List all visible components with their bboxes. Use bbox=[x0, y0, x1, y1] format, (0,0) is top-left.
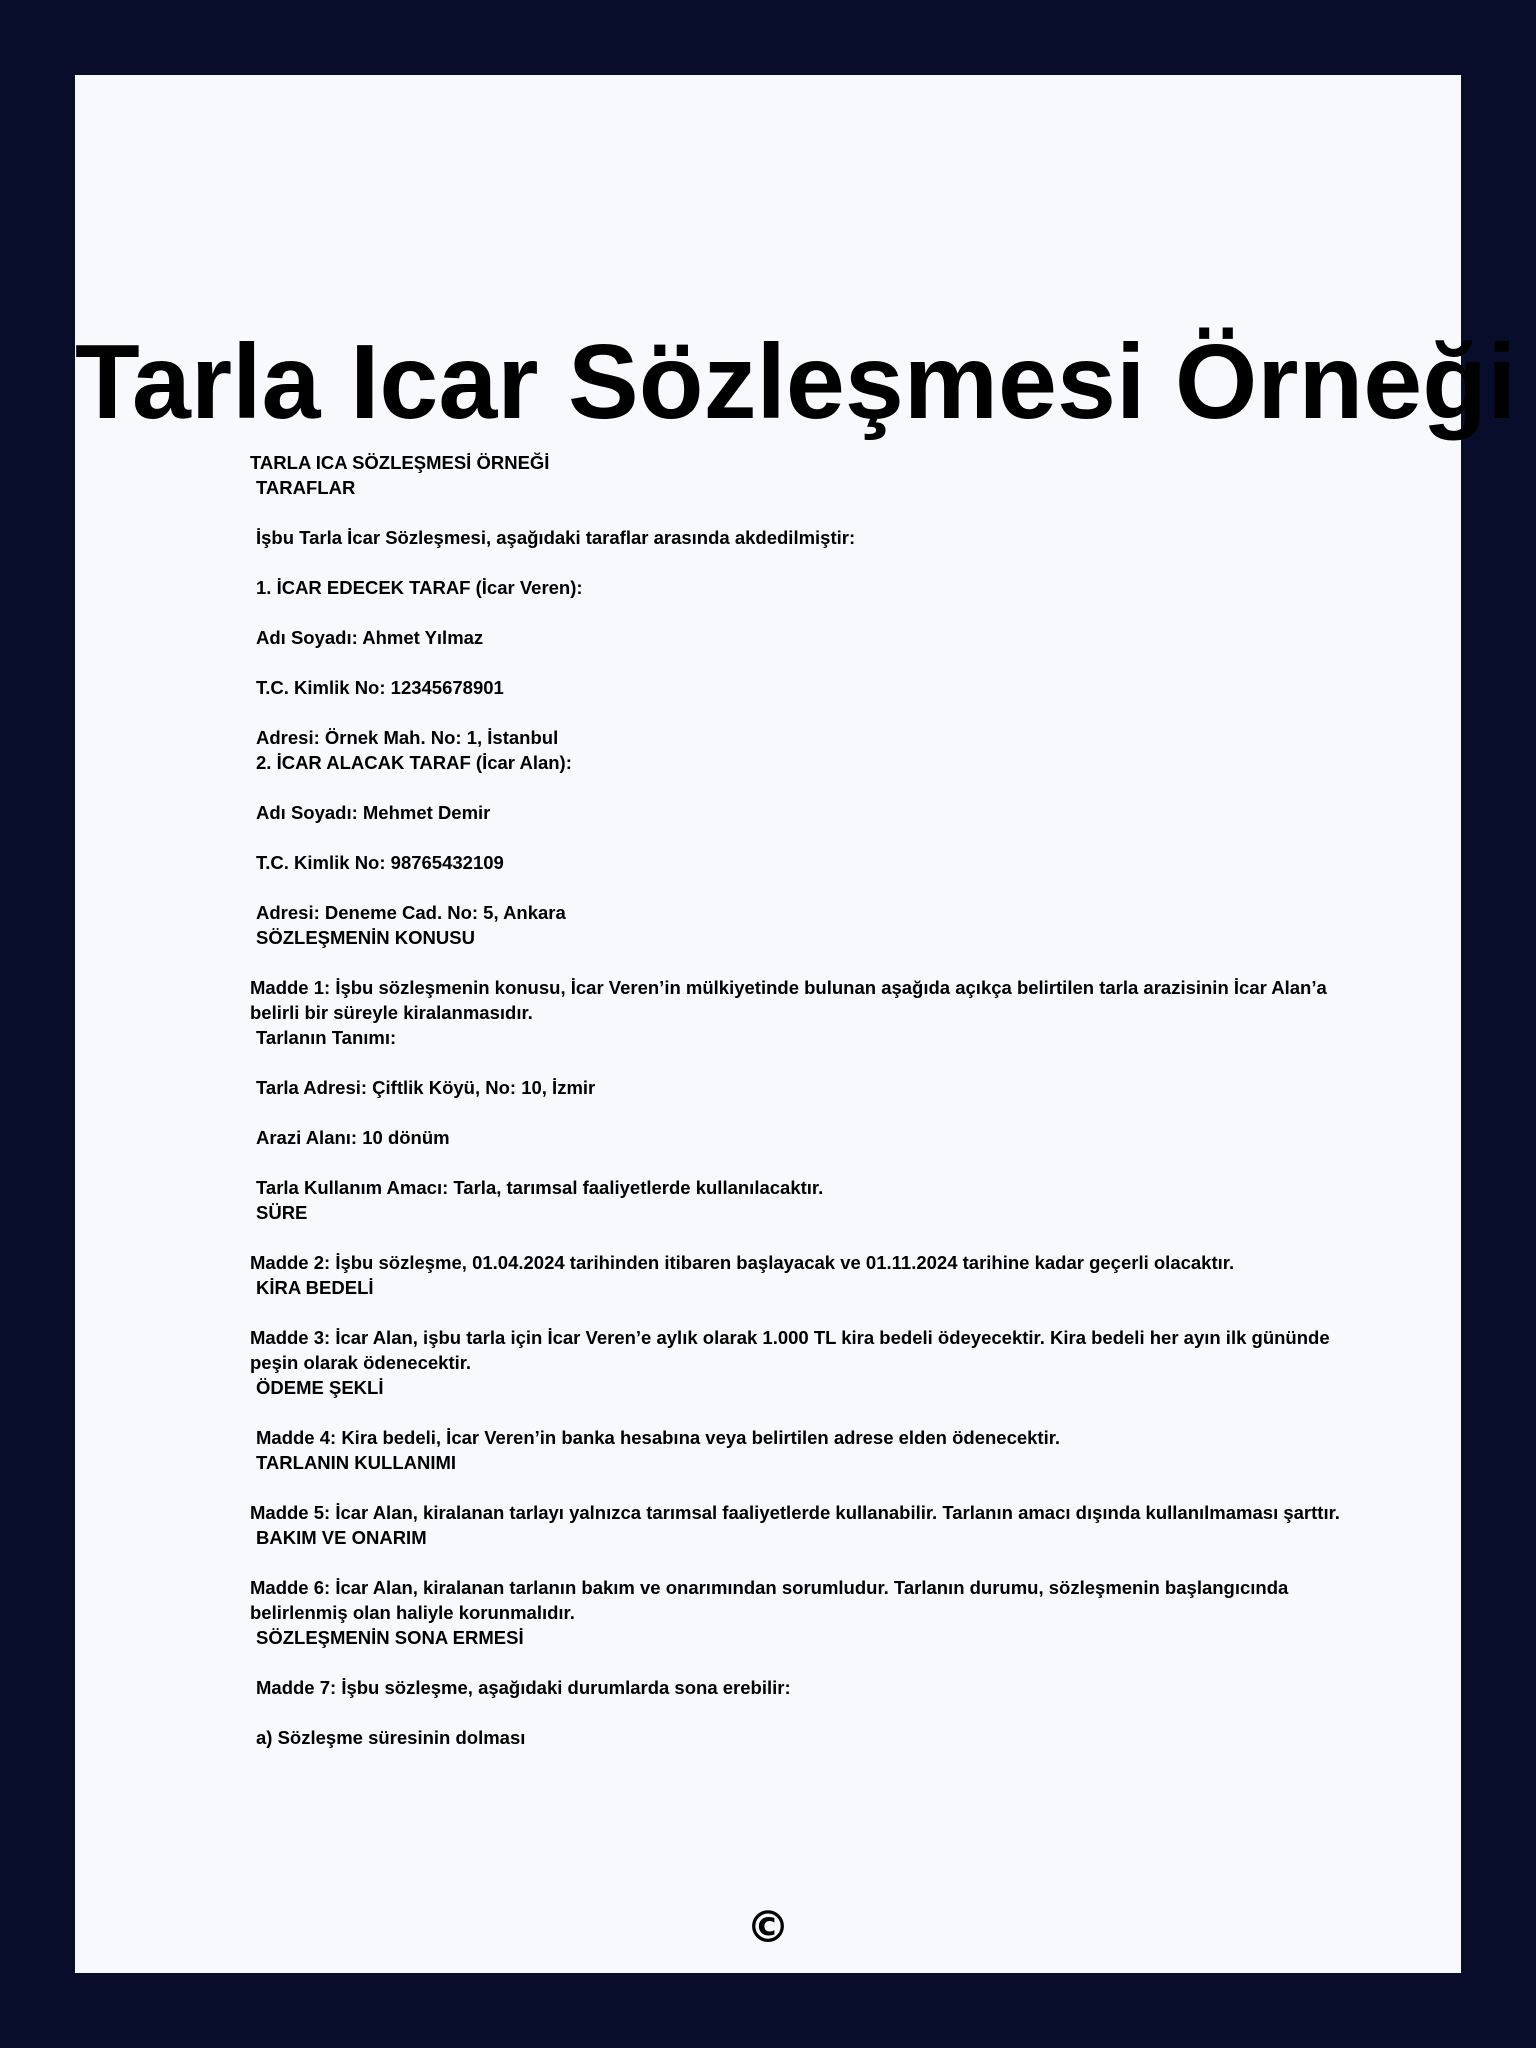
blank-line bbox=[250, 1225, 1350, 1250]
party-2-heading: 2. İCAR ALACAK TARAF (İcar Alan): bbox=[256, 752, 572, 773]
section-heading-taraflar: TARAFLAR bbox=[256, 477, 356, 498]
article-1: Madde 1: İşbu sözleşmenin konusu, İcar Veren’in mülkiyetinde bulunan aşağıda açıkça belirtilen tarla arazisinin İcar Alan’a belirli bir süreyle kiralanmasıdır. bbox=[250, 977, 1327, 1023]
blank-line bbox=[250, 950, 1350, 975]
article-2: Madde 2: İşbu sözleşme, 01.04.2024 tarihinden itibaren başlayacak ve 01.11.2024 tarihine kadar geçerli olacaktır. bbox=[250, 1252, 1235, 1273]
field-usage: Tarla Kullanım Amacı: Tarla, tarımsal faaliyetlerde kullanılacaktır. bbox=[256, 1177, 824, 1198]
section-heading-kira: KİRA BEDELİ bbox=[256, 1277, 374, 1298]
blank-line bbox=[250, 1400, 1350, 1425]
section-heading-bakim: BAKIM VE ONARIM bbox=[256, 1527, 427, 1548]
section-heading-kullanim: TARLANIN KULLANIMI bbox=[256, 1452, 457, 1473]
article-3: Madde 3: İcar Alan, işbu tarla için İcar Veren’e aylık olarak 1.000 TL kira bedeli ödeyecektir. Kira bedeli her ayın ilk gününde peşin olarak ödenecektir. bbox=[250, 1327, 1330, 1373]
party-1-name: Adı Soyadı: Ahmet Yılmaz bbox=[256, 627, 484, 648]
party-1-address: Adresi: Örnek Mah. No: 1, İstanbul bbox=[256, 727, 559, 748]
contract-heading: TARLA ICA SÖZLEŞMESİ ÖRNEĞİ bbox=[250, 452, 550, 473]
blank-line bbox=[250, 1150, 1350, 1175]
section-heading-sona-erme: SÖZLEŞMENİN SONA ERMESİ bbox=[256, 1627, 524, 1648]
blank-line bbox=[250, 1475, 1350, 1500]
blank-line bbox=[250, 650, 1350, 675]
party-2-id: T.C. Kimlik No: 98765432109 bbox=[256, 852, 504, 873]
blank-line bbox=[250, 1100, 1350, 1125]
blank-line bbox=[250, 1550, 1350, 1575]
blank-line bbox=[250, 1650, 1350, 1675]
section-heading-odeme: ÖDEME ŞEKLİ bbox=[256, 1377, 384, 1398]
field-address: Tarla Adresi: Çiftlik Köyü, No: 10, İzmir bbox=[256, 1077, 596, 1098]
blank-line bbox=[250, 500, 1350, 525]
section-heading-sure: SÜRE bbox=[256, 1202, 308, 1223]
document-page bbox=[75, 75, 1517, 1973]
article-7: Madde 7: İşbu sözleşme, aşağıdaki durumlarda sona erebilir: bbox=[256, 1677, 791, 1698]
party-1-id: T.C. Kimlik No: 12345678901 bbox=[256, 677, 504, 698]
blank-line bbox=[250, 700, 1350, 725]
article-7-item-a: a) Sözleşme süresinin dolması bbox=[256, 1727, 526, 1748]
blank-line bbox=[250, 1050, 1350, 1075]
contract-body bbox=[250, 450, 1350, 1750]
intro-paragraph: İşbu Tarla İcar Sözleşmesi, aşağıdaki taraflar arasında akdedilmiştir: bbox=[256, 527, 856, 548]
party-2-name: Adı Soyadı: Mehmet Demir bbox=[256, 802, 491, 823]
party-2-address: Adresi: Deneme Cad. No: 5, Ankara bbox=[256, 902, 566, 923]
section-heading-konu: SÖZLEŞMENİN KONUSU bbox=[256, 927, 475, 948]
document-title: Tarla Icar Sözleşmesi Örneği bbox=[75, 323, 1517, 441]
blank-line bbox=[250, 550, 1350, 575]
blank-line bbox=[250, 600, 1350, 625]
field-description-heading: Tarlanın Tanımı: bbox=[256, 1027, 397, 1048]
article-4: Madde 4: Kira bedeli, İcar Veren’in banka hesabına veya belirtilen adrese elden ödenecektir. bbox=[256, 1427, 1061, 1448]
copyright-icon: © bbox=[746, 1902, 790, 1953]
blank-line bbox=[250, 1300, 1350, 1325]
article-6: Madde 6: İcar Alan, kiralanan tarlanın bakım ve onarımından sorumludur. Tarlanın durumu, sözleşmenin başlangıcında belirlenmiş olan haliyle korunmalıdır. bbox=[250, 1577, 1289, 1623]
blank-line bbox=[250, 825, 1350, 850]
blank-line bbox=[250, 1700, 1350, 1725]
party-1-heading: 1. İCAR EDECEK TARAF (İcar Veren): bbox=[256, 577, 583, 598]
blank-line bbox=[250, 775, 1350, 800]
blank-line bbox=[250, 875, 1350, 900]
field-area: Arazi Alanı: 10 dönüm bbox=[256, 1127, 450, 1148]
article-5: Madde 5: İcar Alan, kiralanan tarlayı yalnızca tarımsal faaliyetlerde kullanabilir. Tarlanın amacı dışında kullanılmaması şarttır. bbox=[250, 1502, 1340, 1523]
